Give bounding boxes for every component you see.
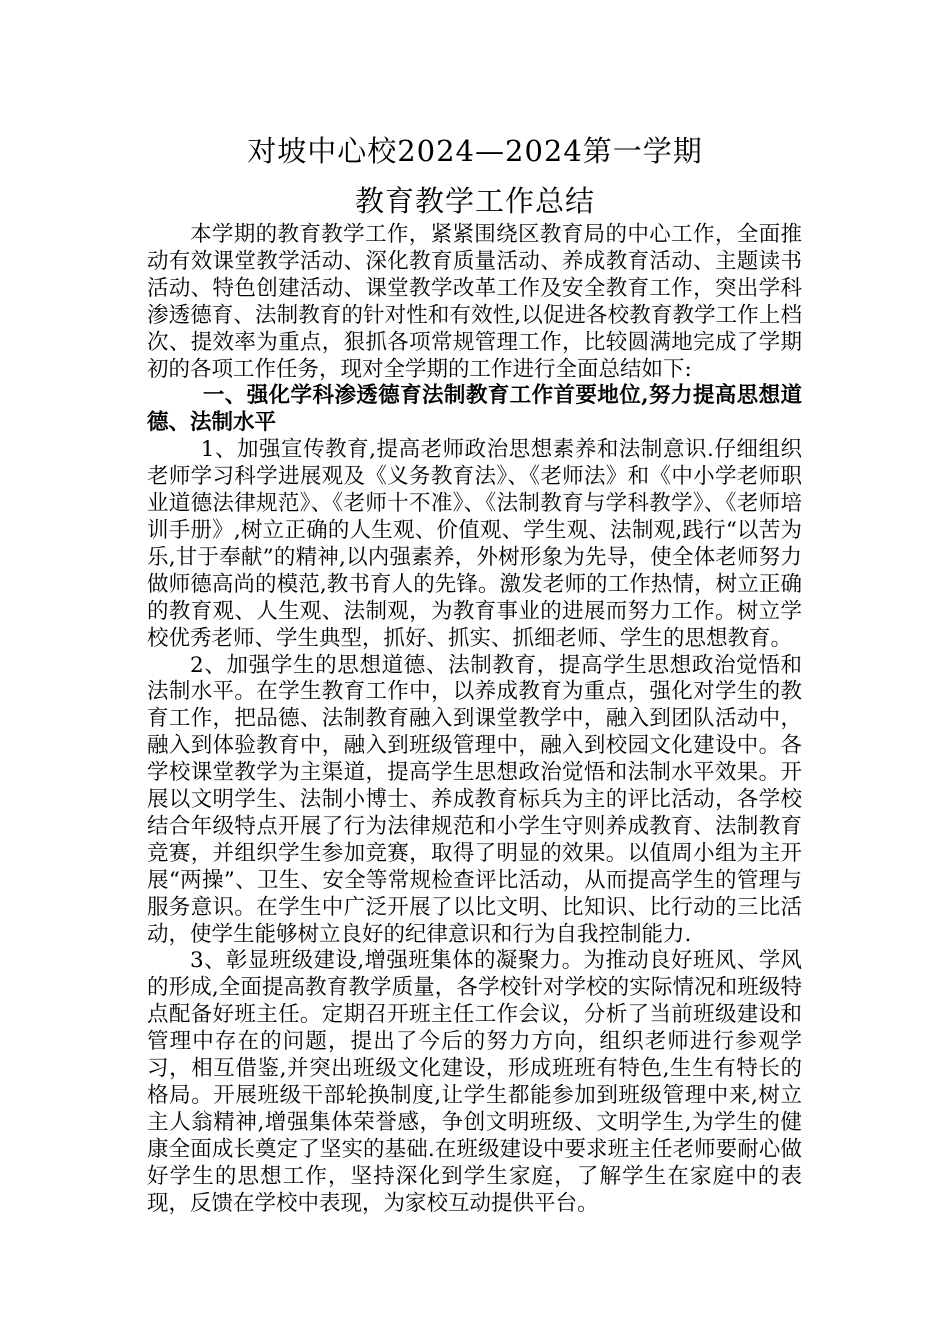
document-title-line1: 对坡中心校2024—2024第一学期 [247,134,703,168]
document-body [147,222,802,1218]
item-paragraph-2: 2、加强学生的思想道德、法制教育，提高学生思想政治觉悟和法制水平。在学生教育工作中，以养成教育为重点，强化对学生的教育工作，把品德、法制教育融入到课堂教学中，融入到团队活动中，融入到体验教育中，融入到班级管理中，融入到校园文化建设中。各学校课堂教学为主渠道，提高学生思想政治觉悟和法制水平效果。开展以文明学生、法制小博士、养成教育标兵为主的评比活动，各学校结合年级特点开展了行为法律规范和小学生守则养成教育、法制教育竞赛，并组织学生参加竞赛，取得了明显的效果。以值周小组为主开展“两操”、卫生、安全等常规检查评比活动，从而提高学生的管理与服务意识。在学生中广泛开展了以比文明、比知识、比行动的三比活动，使学生能够树立良好的纪律意识和行为自我控制能力. [147,652,802,947]
item-paragraph-3: 3、彰显班级建设,增强班集体的凝聚力。为推动良好班风、学风的形成,全面提高教育教学质量，各学校针对学校的实际情况和班级特点配备好班主任。定期召开班主任工作会议，分析了当前班级建设和管理中存在的问题，提出了今后的努力方向，组织老师进行参观学习，相互借鉴,并突出班级文化建设，形成班班有特色,生生有特长的格局。开展班级干部轮换制度,让学生都能参加到班级管理中来,树立主人翁精神,增强集体荣誉感，争创文明班级、文明学生,为学生的健康全面成长奠定了坚实的基础.在班级建设中要求班主任老师要耐心做好学生的思想工作，坚持深化到学生家庭，了解学生在家庭中的表现，反馈在学校中表现，为家校互动提供平台。 [147,948,802,1216]
intro-paragraph: 本学期的教育教学工作，紧紧围绕区教育局的中心工作，全面推动有效课堂教学活动、深化教育质量活动、养成教育活动、主题读书活动、特色创建活动、课堂教学改革工作及安全教育工作，突出学科渗透德育、法制教育的针对性和有效性,以促进各校教育教学工作上档次、提效率为重点，狠抓各项常规管理工作，比较圆满地完成了学期初的各项工作任务，现对全学期的工作进行全面总结如下: [147,222,802,382]
document-title-line2: 教育教学工作总结 [354,184,595,218]
item-paragraph-1: 1、加强宣传教育,提高老师政治思想素养和法制意识.仔细组织老师学习科学进展观及《义务教育法》、《老师法》和《中小学老师职业道德法律规范》、《老师十不准》、《法制教育与学科教学》、《老师培训手册》,树立正确的人生观、价值观、学生观、法制观,践行“以苦为乐,甘于奉献”的精神,以内强素养，外树形象为先导，使全体老师努力做师德高尚的模范,教书育人的先锋。激发老师的工作热情，树立正确的教育观、人生观、法制观，为教育事业的进展而努力工作。树立学校优秀老师、学生典型，抓好、抓实、抓细老师、学生的思想教育。 [147,437,802,651]
section-heading-1: 一、强化学科渗透德育法制教育工作首要地位,努力提高思想道德、法制水平 [147,383,802,436]
